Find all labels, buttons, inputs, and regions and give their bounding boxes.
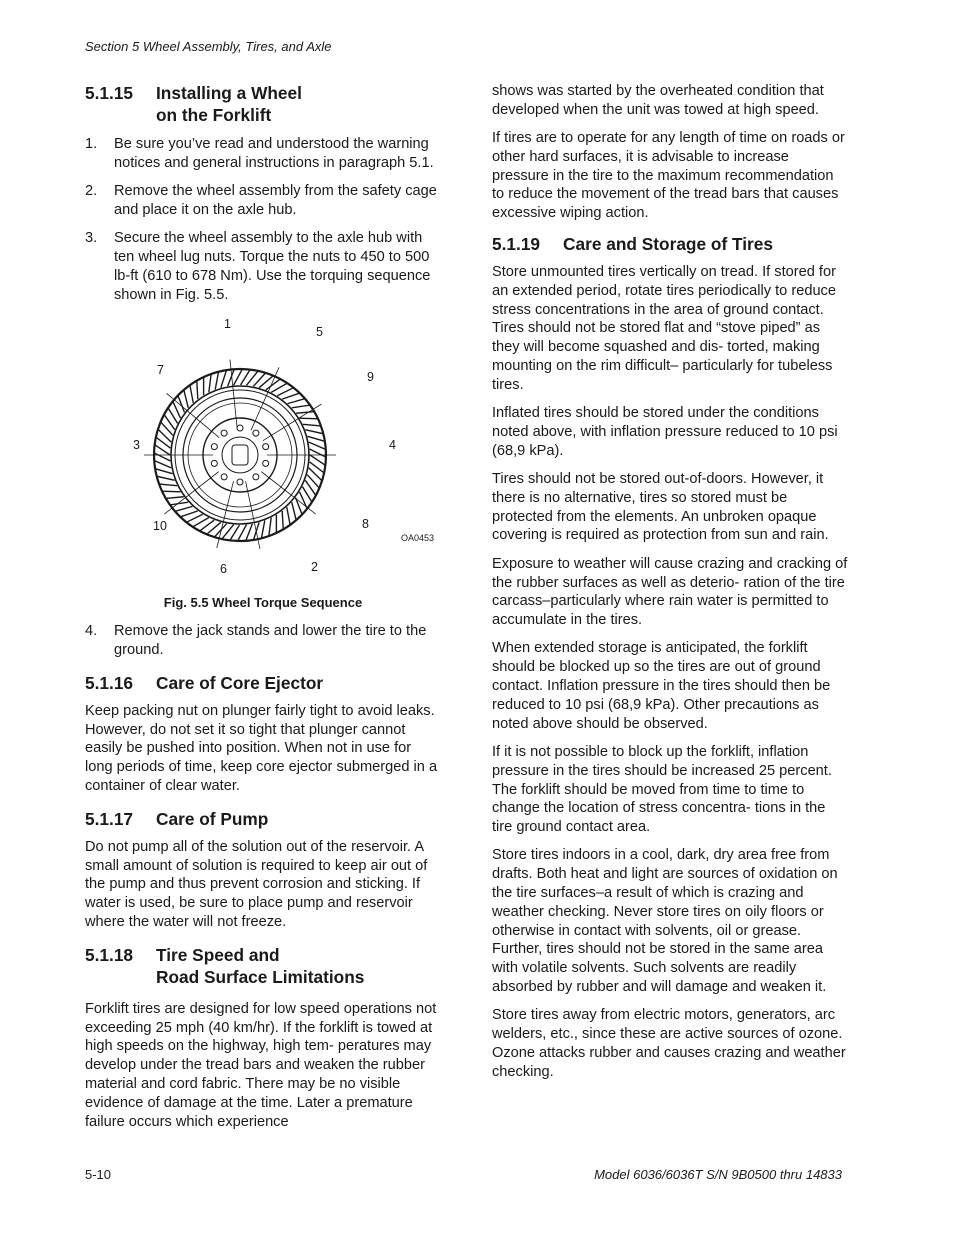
torque-sequence-label: 5 (316, 325, 323, 340)
page-header: Section 5 Wheel Assembly, Tires, and Axle (85, 39, 332, 54)
heading-line-1: Tire Speed and (156, 944, 280, 965)
heading-line-2: Road Surface Limitations (156, 966, 365, 987)
lug-nut (263, 461, 269, 467)
tread-lug (175, 507, 198, 518)
hub-cap (232, 445, 248, 465)
care-of-pump-paragraph: Do not pump all of the solution out of the reservoir. A small amount of solution is required to keep air out of the pump and thus prevent corrosion and sticking. If water is used, be sure to place pump and reservoir where the water will not freeze. (85, 838, 428, 930)
model-info: Model 6036/6036T S/N 9B0500 thru 14833 (594, 1167, 842, 1182)
tread-lug (197, 377, 204, 399)
tread-lug (282, 393, 305, 404)
lug-nut (221, 431, 227, 437)
core-ejector-paragraph: Keep packing nut on plunger fairly tight to avoid leaks. However, do not set it so tight that plunger cannot easily be pushed into position. When not in use for long periods of time, keep core ejector submerged in a container of clear water. (85, 702, 438, 794)
installation-steps-continued (85, 622, 441, 660)
list-item (85, 229, 441, 304)
tread-lug (186, 515, 208, 528)
torque-sequence-label: 1 (224, 317, 231, 332)
item-number: 2. (85, 183, 98, 200)
hub-disc (203, 418, 277, 492)
storage-paragraph: Inflated tires should be stored under the conditions noted above, with inflation pressure reduced to 10 psi (68,9 kPa). (492, 405, 838, 459)
section-number: 5.1.16 (85, 672, 134, 693)
lug-nut (211, 461, 217, 467)
leader-line (164, 472, 218, 514)
lug-nut (263, 444, 269, 450)
heading-installing-wheel (85, 82, 441, 126)
lug-nut (221, 474, 227, 480)
section-number: 5.1.19 (492, 234, 541, 255)
storage-paragraph: Store tires away from electric motors, generators, arc welders, etc., since these are active sources of ozone. Ozone attacks rubber and causes crazing and weather checking. (492, 1007, 846, 1080)
page-number: 5-10 (85, 1167, 112, 1182)
torque-sequence-label: 2 (311, 560, 318, 575)
leader-line (251, 368, 279, 431)
tread-lug (184, 385, 193, 408)
installation-steps (85, 135, 441, 304)
storage-paragraph: If it is not possible to block up the forklift, inflation pressure in the tires should be increased 25 percent. The forklift should be moved from time to time to change the location of stress concentra- tions in the tire ground contact area. (492, 743, 832, 836)
section-number: 5.1.18 (85, 944, 134, 965)
tread-lug (246, 523, 259, 541)
tire-speed-paragraph-1-continued: shows was started by the overheated condition that developed when the unit was towed at high speed. (492, 83, 824, 118)
figure-caption: Fig. 5.5 Wheel Torque Sequence (163, 595, 363, 611)
hub-center (222, 437, 258, 473)
torque-sequence-label: 3 (133, 438, 140, 453)
figure-code: OA0453 (401, 533, 435, 544)
heading-title: Care of Pump (156, 808, 269, 829)
item-text: Remove the wheel assembly from the safety cage and place it on the axle hub. (114, 183, 437, 218)
item-text: Secure the wheel assembly to the axle hub with ten wheel lug nuts. Torque the nuts to 450 to 500 lb-ft (610 to 678 Nm). Use the torquing sequence shown in Fig. 5.5. (114, 230, 431, 303)
tire-speed-paragraph-2: If tires are to operate for any length of time on roads or other hard surfaces, it is advisable to increase pressure in the tire to the maximum recommendation to reduce the movement of the tread bars that causes excessive wiping action. (492, 130, 845, 222)
tread-lug (164, 408, 177, 430)
item-number: 1. (85, 136, 98, 152)
heading-tire-speed (85, 944, 441, 988)
section-number: 5.1.15 (85, 83, 134, 103)
storage-paragraph: Tires should not be stored out-of-doors. However, it there is no alternative, tires so stored must be protected from the elements. An unbroken opaque covering is required as protection from sun and rain. (492, 471, 829, 544)
item-text: Be sure you’ve read and understood the warning notices and general instructions in paragraph 5.1. (114, 136, 434, 171)
storage-paragraph: When extended storage is anticipated, the forklift should be blocked up so the tires are out of ground contact. Inflation pressure in the tires should then be reduced to 10 psi (68,9 kPa). Other precautions as noted above should be observed. (492, 640, 831, 732)
tread-lug (276, 511, 283, 533)
lug-nut (237, 479, 243, 485)
torque-sequence-label: 4 (389, 438, 396, 453)
storage-paragraph: Store tires indoors in a cool, dark, dry area free from drafts. Both heat and light are sources of oxidation on the tire surfaces–a result of which is crazing and weather checking. Never store tires on oily floors or otherwise in contact with solvents, oil or grease. Further, tires should not be stored in the same area with volatile solvents. Such solvents are readily absorbed by rubber and will damage and weaken it. (492, 847, 838, 995)
storage-paragraph: Exposure to weather will cause crazing and cracking of the rubber surfaces as well as deterio- ration of the tire carcass–particularly where rain water is permitted to accumulate in the tires. (492, 555, 848, 629)
list-item (85, 622, 441, 660)
torque-sequence-label: 7 (157, 363, 164, 378)
heading-title: Care and Storage of Tires (563, 234, 773, 255)
tread-lug (292, 405, 315, 413)
heading-care-storage-tires (492, 233, 848, 255)
lug-nut (253, 431, 259, 437)
torque-sequence-label: 6 (220, 562, 227, 577)
tread-lug (200, 520, 221, 534)
item-number: 4. (85, 623, 98, 640)
lug-nuts (211, 425, 268, 485)
tread-lug (302, 481, 315, 503)
left-column (85, 80, 441, 1141)
section-number: 5.1.17 (85, 808, 134, 829)
list-item (85, 182, 441, 220)
leader-line (261, 472, 315, 514)
tread-lug (287, 503, 296, 526)
tread-lug (271, 384, 293, 397)
wheel-diagram (85, 308, 441, 594)
wheel-torque-figure (85, 308, 441, 594)
torque-sequence-label: 10 (153, 519, 167, 534)
item-text: Remove the jack stands and lower the tire to the ground. (114, 623, 427, 658)
heading-line-2: on the Forklift (156, 105, 272, 125)
leader-line (246, 482, 260, 549)
lug-nut (237, 425, 243, 431)
heading-line-1: Installing a Wheel (156, 83, 302, 103)
list-item (85, 135, 441, 173)
heading-title: Care of Core Ejector (156, 672, 324, 693)
heading-core-ejector (85, 672, 441, 694)
torque-sequence-label: 9 (367, 370, 374, 385)
storage-paragraph: Store unmounted tires vertically on tread. If stored for an extended period, rotate tires periodically to reduce stress concentrations in the area of ground contact. Tires should not be stored flat and “stove piped” as they will become squashed and dis- torted, making mounting on the rim difficult– particularly for tubeless tires. (492, 264, 836, 393)
lug-nut (253, 474, 259, 480)
lug-nut (211, 444, 217, 450)
torque-sequence-label: 8 (362, 517, 369, 532)
right-column (492, 82, 848, 1091)
tire-speed-paragraph-1: Forklift tires are designed for low speed operations not exceeding 25 mph (40 km/hr). If the forklift is towed at high speeds on the highway, high tem- peratures may develop under the tread bars and weaken the rubber material and cord fabric. There may be no visible evidence of damage at the time. Later a premature failure occurs which experience (85, 1000, 437, 1130)
item-number: 3. (85, 230, 98, 247)
heading-care-of-pump (85, 808, 441, 830)
